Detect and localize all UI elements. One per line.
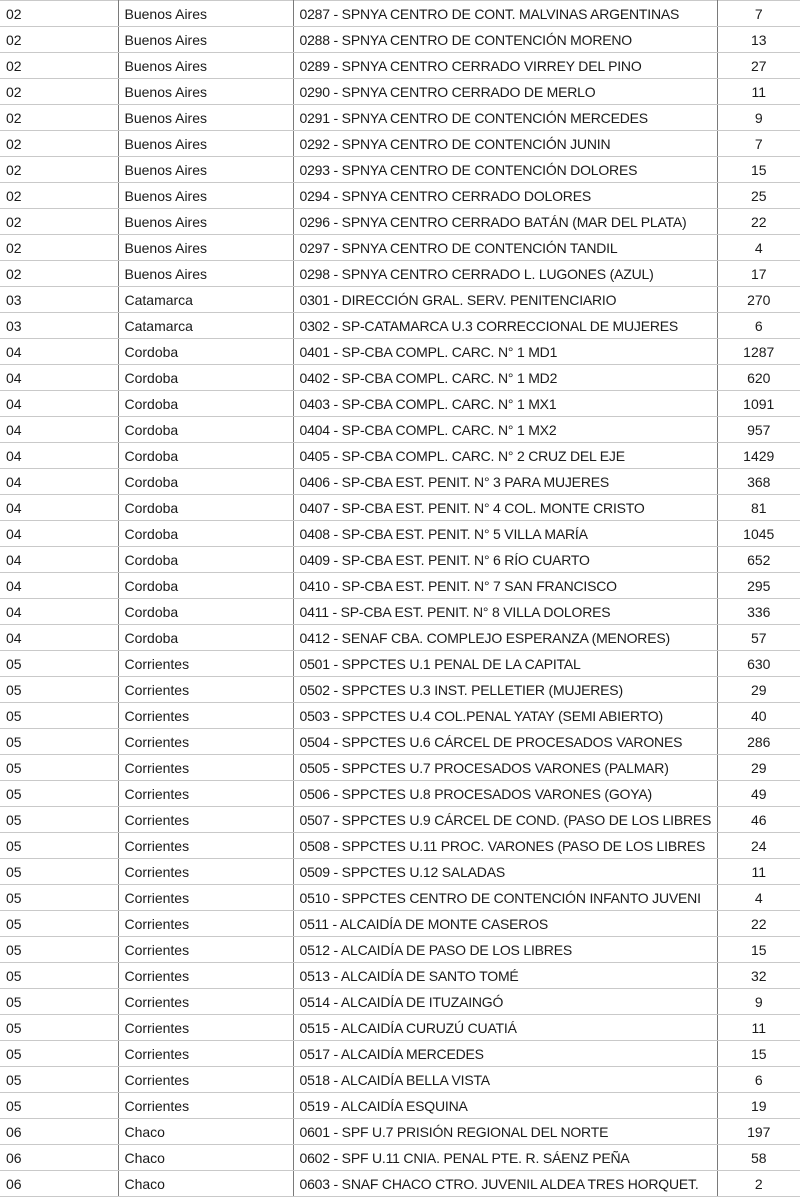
province-name-cell: Corrientes [118,781,293,807]
count-cell: 46 [717,807,800,833]
table-row [0,599,800,625]
province-name-cell: Chaco [118,1171,293,1197]
province-name-cell: Catamarca [118,313,293,339]
table-row [0,573,800,599]
province-name-cell: Buenos Aires [118,261,293,287]
province-name-cell: Buenos Aires [118,235,293,261]
table-row [0,729,800,755]
table-row [0,365,800,391]
province-code-cell: 02 [0,53,118,79]
table-row [0,1145,800,1171]
count-cell: 368 [717,469,800,495]
province-code-cell: 05 [0,807,118,833]
facility-name-cell: 0514 - ALCAIDÍA DE ITUZAINGÓ [293,989,717,1015]
table-row [0,677,800,703]
table-row [0,183,800,209]
province-code-cell: 04 [0,339,118,365]
count-cell: 197 [717,1119,800,1145]
table-row [0,339,800,365]
table-row [0,27,800,53]
province-code-cell: 02 [0,235,118,261]
province-name-cell: Corrientes [118,1067,293,1093]
facility-name-cell: 0405 - SP-CBA COMPL. CARC. N° 2 CRUZ DEL EJE [293,443,717,469]
province-name-cell: Buenos Aires [118,79,293,105]
facility-name-cell: 0511 - ALCAIDÍA DE MONTE CASEROS [293,911,717,937]
table-row [0,1015,800,1041]
province-name-cell: Corrientes [118,911,293,937]
count-cell: 630 [717,651,800,677]
count-cell: 295 [717,573,800,599]
facility-name-cell: 0289 - SPNYA CENTRO CERRADO VIRREY DEL PINO [293,53,717,79]
province-name-cell: Corrientes [118,937,293,963]
facility-name-cell: 0519 - ALCAIDÍA ESQUINA [293,1093,717,1119]
province-code-cell: 05 [0,1067,118,1093]
count-cell: 27 [717,53,800,79]
province-code-cell: 04 [0,495,118,521]
province-code-cell: 05 [0,781,118,807]
facility-name-cell: 0298 - SPNYA CENTRO CERRADO L. LUGONES (AZUL) [293,261,717,287]
count-cell: 25 [717,183,800,209]
table-row [0,1067,800,1093]
facility-name-cell: 0403 - SP-CBA COMPL. CARC. N° 1 MX1 [293,391,717,417]
province-name-cell: Buenos Aires [118,157,293,183]
count-cell: 13 [717,27,800,53]
province-name-cell: Cordoba [118,365,293,391]
province-code-cell: 04 [0,547,118,573]
province-name-cell: Buenos Aires [118,131,293,157]
province-name-cell: Chaco [118,1119,293,1145]
facility-name-cell: 0508 - SPPCTES U.11 PROC. VARONES (PASO DE LOS LIBRES [293,833,717,859]
province-code-cell: 02 [0,183,118,209]
facility-name-cell: 0412 - SENAF CBA. COMPLEJO ESPERANZA (MENORES) [293,625,717,651]
province-code-cell: 02 [0,261,118,287]
count-cell: 22 [717,911,800,937]
province-name-cell: Cordoba [118,599,293,625]
province-name-cell: Corrientes [118,859,293,885]
province-code-cell: 04 [0,599,118,625]
table-row [0,417,800,443]
facility-name-cell: 0512 - ALCAIDÍA DE PASO DE LOS LIBRES [293,937,717,963]
province-name-cell: Cordoba [118,547,293,573]
table-row [0,53,800,79]
table-row [0,625,800,651]
province-name-cell: Corrientes [118,1041,293,1067]
table-body [0,1,800,1197]
facility-name-cell: 0513 - ALCAIDÍA DE SANTO TOMÉ [293,963,717,989]
facility-name-cell: 0301 - DIRECCIÓN GRAL. SERV. PENITENCIARIO [293,287,717,313]
province-name-cell: Cordoba [118,469,293,495]
province-code-cell: 05 [0,755,118,781]
province-name-cell: Buenos Aires [118,27,293,53]
province-code-cell: 04 [0,625,118,651]
province-name-cell: Corrientes [118,1015,293,1041]
count-cell: 270 [717,287,800,313]
province-name-cell: Cordoba [118,521,293,547]
table-row [0,1,800,27]
count-cell: 6 [717,313,800,339]
province-name-cell: Corrientes [118,833,293,859]
count-cell: 40 [717,703,800,729]
province-name-cell: Corrientes [118,807,293,833]
province-name-cell: Corrientes [118,755,293,781]
table-row [0,1093,800,1119]
province-name-cell: Cordoba [118,417,293,443]
table-row [0,495,800,521]
facility-name-cell: 0402 - SP-CBA COMPL. CARC. N° 1 MD2 [293,365,717,391]
province-code-cell: 04 [0,521,118,547]
facility-name-cell: 0507 - SPPCTES U.9 CÁRCEL DE COND. (PASO DE LOS LIBRES [293,807,717,833]
facility-name-cell: 0292 - SPNYA CENTRO DE CONTENCIÓN JUNIN [293,131,717,157]
count-cell: 11 [717,859,800,885]
province-code-cell: 02 [0,209,118,235]
count-cell: 6 [717,1067,800,1093]
facility-name-cell: 0408 - SP-CBA EST. PENIT. N° 5 VILLA MARÍA [293,521,717,547]
table-row [0,157,800,183]
province-name-cell: Corrientes [118,1093,293,1119]
facility-name-cell: 0293 - SPNYA CENTRO DE CONTENCIÓN DOLORES [293,157,717,183]
table-row [0,261,800,287]
table-row [0,235,800,261]
table-row [0,105,800,131]
facility-name-cell: 0510 - SPPCTES CENTRO DE CONTENCIÓN INFANTO JUVENI [293,885,717,911]
province-code-cell: 04 [0,573,118,599]
count-cell: 286 [717,729,800,755]
facility-name-cell: 0297 - SPNYA CENTRO DE CONTENCIÓN TANDIL [293,235,717,261]
count-cell: 9 [717,105,800,131]
province-code-cell: 03 [0,313,118,339]
province-code-cell: 05 [0,885,118,911]
table-row [0,209,800,235]
facility-name-cell: 0409 - SP-CBA EST. PENIT. N° 6 RÍO CUARTO [293,547,717,573]
count-cell: 1045 [717,521,800,547]
facility-name-cell: 0407 - SP-CBA EST. PENIT. N° 4 COL. MONTE CRISTO [293,495,717,521]
province-name-cell: Cordoba [118,391,293,417]
facility-name-cell: 0290 - SPNYA CENTRO CERRADO DE MERLO [293,79,717,105]
table-row [0,651,800,677]
table-row [0,131,800,157]
count-cell: 4 [717,235,800,261]
province-name-cell: Buenos Aires [118,1,293,27]
count-cell: 11 [717,79,800,105]
facility-name-cell: 0506 - SPPCTES U.8 PROCESADOS VARONES (GOYA) [293,781,717,807]
province-name-cell: Cordoba [118,339,293,365]
province-code-cell: 02 [0,27,118,53]
table-row [0,469,800,495]
count-cell: 1091 [717,391,800,417]
province-code-cell: 05 [0,1015,118,1041]
count-cell: 29 [717,677,800,703]
province-name-cell: Buenos Aires [118,183,293,209]
table-row [0,391,800,417]
facility-name-cell: 0411 - SP-CBA EST. PENIT. N° 8 VILLA DOLORES [293,599,717,625]
table-row [0,1171,800,1197]
province-name-cell: Cordoba [118,443,293,469]
province-code-cell: 04 [0,391,118,417]
table-row [0,79,800,105]
province-code-cell: 02 [0,131,118,157]
province-name-cell: Corrientes [118,729,293,755]
count-cell: 652 [717,547,800,573]
table-row [0,547,800,573]
province-code-cell: 02 [0,105,118,131]
facility-name-cell: 0602 - SPF U.11 CNIA. PENAL PTE. R. SÁENZ PEÑA [293,1145,717,1171]
count-cell: 17 [717,261,800,287]
facility-name-cell: 0291 - SPNYA CENTRO DE CONTENCIÓN MERCEDES [293,105,717,131]
facility-name-cell: 0601 - SPF U.7 PRISIÓN REGIONAL DEL NORTE [293,1119,717,1145]
province-code-cell: 05 [0,963,118,989]
count-cell: 58 [717,1145,800,1171]
table-row [0,443,800,469]
province-name-cell: Catamarca [118,287,293,313]
province-code-cell: 05 [0,911,118,937]
count-cell: 7 [717,131,800,157]
facility-name-cell: 0302 - SP-CATAMARCA U.3 CORRECCIONAL DE MUJERES [293,313,717,339]
count-cell: 15 [717,1041,800,1067]
province-code-cell: 06 [0,1119,118,1145]
province-name-cell: Corrientes [118,703,293,729]
table-row [0,833,800,859]
table-row [0,521,800,547]
count-cell: 4 [717,885,800,911]
facility-name-cell: 0287 - SPNYA CENTRO DE CONT. MALVINAS ARGENTINAS [293,1,717,27]
count-cell: 81 [717,495,800,521]
count-cell: 15 [717,157,800,183]
table-row [0,859,800,885]
count-cell: 49 [717,781,800,807]
facility-name-cell: 0517 - ALCAIDÍA MERCEDES [293,1041,717,1067]
table-row [0,755,800,781]
table-row [0,1119,800,1145]
facility-name-cell: 0503 - SPPCTES U.4 COL.PENAL YATAY (SEMI ABIERTO) [293,703,717,729]
province-code-cell: 04 [0,417,118,443]
province-name-cell: Corrientes [118,989,293,1015]
province-name-cell: Corrientes [118,963,293,989]
count-cell: 336 [717,599,800,625]
table-row [0,989,800,1015]
count-cell: 22 [717,209,800,235]
table-row [0,807,800,833]
province-name-cell: Chaco [118,1145,293,1171]
table-row [0,703,800,729]
province-code-cell: 05 [0,1093,118,1119]
table-row [0,885,800,911]
count-cell: 620 [717,365,800,391]
count-cell: 2 [717,1171,800,1197]
count-cell: 19 [717,1093,800,1119]
facility-name-cell: 0410 - SP-CBA EST. PENIT. N° 7 SAN FRANCISCO [293,573,717,599]
province-code-cell: 04 [0,365,118,391]
table-row [0,963,800,989]
province-name-cell: Corrientes [118,677,293,703]
facility-name-cell: 0296 - SPNYA CENTRO CERRADO BATÁN (MAR DEL PLATA) [293,209,717,235]
province-code-cell: 06 [0,1145,118,1171]
province-name-cell: Buenos Aires [118,105,293,131]
facility-name-cell: 0406 - SP-CBA EST. PENIT. N° 3 PARA MUJERES [293,469,717,495]
table-row [0,313,800,339]
count-cell: 7 [717,1,800,27]
province-code-cell: 02 [0,79,118,105]
facility-name-cell: 0501 - SPPCTES U.1 PENAL DE LA CAPITAL [293,651,717,677]
facility-name-cell: 0504 - SPPCTES U.6 CÁRCEL DE PROCESADOS VARONES [293,729,717,755]
facility-name-cell: 0288 - SPNYA CENTRO DE CONTENCIÓN MORENO [293,27,717,53]
province-code-cell: 05 [0,989,118,1015]
count-cell: 9 [717,989,800,1015]
province-name-cell: Corrientes [118,651,293,677]
province-name-cell: Cordoba [118,495,293,521]
facility-name-cell: 0603 - SNAF CHACO CTRO. JUVENIL ALDEA TRES HORQUET. [293,1171,717,1197]
province-code-cell: 02 [0,157,118,183]
province-name-cell: Buenos Aires [118,209,293,235]
province-name-cell: Cordoba [118,625,293,651]
count-cell: 957 [717,417,800,443]
province-code-cell: 02 [0,1,118,27]
province-code-cell: 05 [0,703,118,729]
facility-name-cell: 0294 - SPNYA CENTRO CERRADO DOLORES [293,183,717,209]
province-code-cell: 05 [0,729,118,755]
count-cell: 24 [717,833,800,859]
province-code-cell: 06 [0,1171,118,1197]
province-code-cell: 05 [0,833,118,859]
province-code-cell: 05 [0,937,118,963]
table-row [0,937,800,963]
count-cell: 15 [717,937,800,963]
province-code-cell: 05 [0,677,118,703]
province-code-cell: 03 [0,287,118,313]
facility-name-cell: 0404 - SP-CBA COMPL. CARC. N° 1 MX2 [293,417,717,443]
province-code-cell: 04 [0,443,118,469]
facility-name-cell: 0515 - ALCAIDÍA CURUZÚ CUATIÁ [293,1015,717,1041]
count-cell: 1287 [717,339,800,365]
facility-name-cell: 0509 - SPPCTES U.12 SALADAS [293,859,717,885]
table-row [0,911,800,937]
table-row [0,1041,800,1067]
province-name-cell: Buenos Aires [118,53,293,79]
facility-name-cell: 0505 - SPPCTES U.7 PROCESADOS VARONES (PALMAR) [293,755,717,781]
count-cell: 32 [717,963,800,989]
count-cell: 11 [717,1015,800,1041]
count-cell: 57 [717,625,800,651]
province-code-cell: 05 [0,859,118,885]
province-name-cell: Corrientes [118,885,293,911]
table-row [0,287,800,313]
facility-name-cell: 0401 - SP-CBA COMPL. CARC. N° 1 MD1 [293,339,717,365]
facility-name-cell: 0518 - ALCAIDÍA BELLA VISTA [293,1067,717,1093]
province-code-cell: 05 [0,651,118,677]
province-name-cell: Cordoba [118,573,293,599]
count-cell: 1429 [717,443,800,469]
province-code-cell: 05 [0,1041,118,1067]
province-code-cell: 04 [0,469,118,495]
count-cell: 29 [717,755,800,781]
table-row [0,781,800,807]
facility-name-cell: 0502 - SPPCTES U.3 INST. PELLETIER (MUJERES) [293,677,717,703]
